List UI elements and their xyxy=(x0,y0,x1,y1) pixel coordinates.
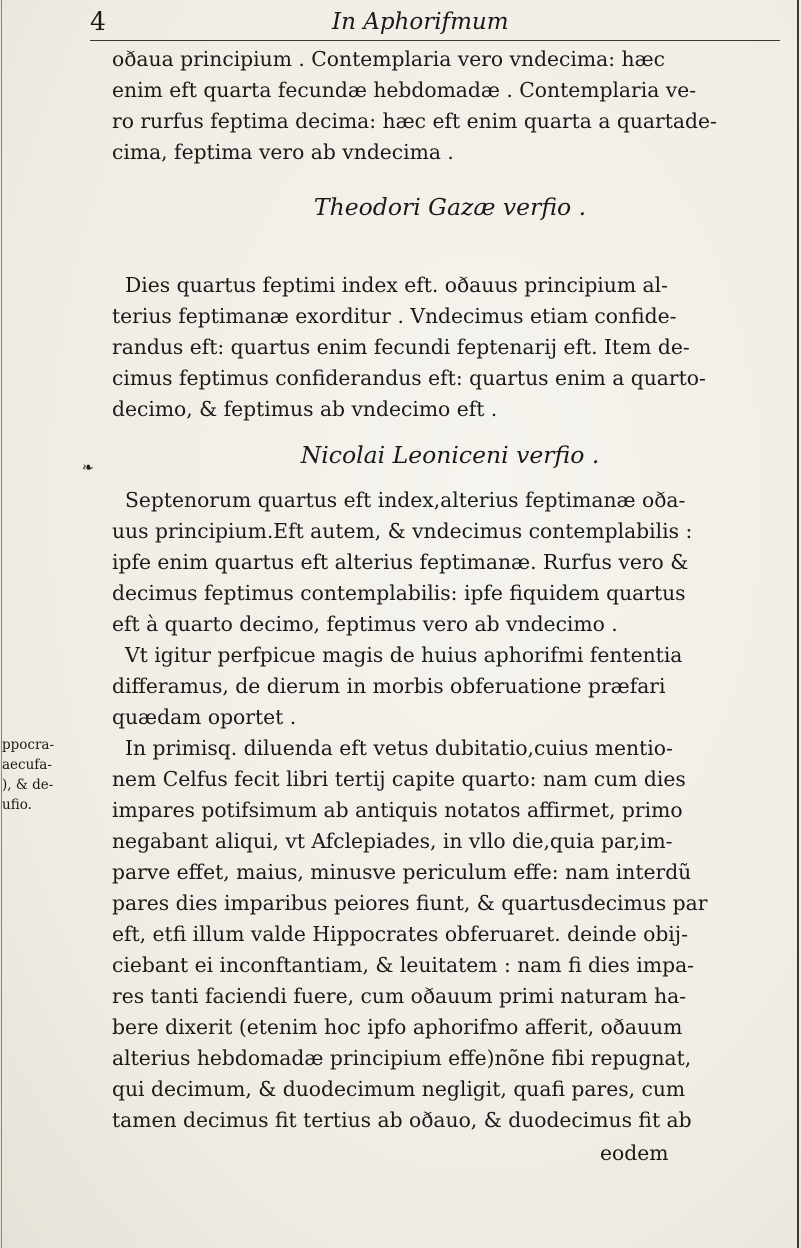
text-line: qui decimum, & duodecimum negligit, quafi pares, cum xyxy=(112,1077,686,1101)
text-line: eft, etfi illum valde Hippocrates obferuaret. deinde obij- xyxy=(112,922,688,946)
text-line: oðaua principium . Contemplaria vero vndecima: hæc xyxy=(112,47,665,71)
text-line: In primisq. diluenda eft vetus dubitatio,cuius mentio- xyxy=(125,736,673,760)
page-edge-right xyxy=(797,0,799,1248)
catchword-block xyxy=(600,1138,710,1169)
text-line: Dies quartus feptimi index eft. oðauus principium al- xyxy=(125,273,668,297)
text-line: bere dixerit (etenim hoc ipfo aphorifmo afferit, oðauum xyxy=(112,1015,683,1039)
text-line: Vt igitur perfpicue magis de huius aphorifmi fententia xyxy=(125,643,683,667)
margin-mark: ❧ xyxy=(82,460,94,476)
margin-note xyxy=(2,735,96,815)
margin-note-line: ufio. xyxy=(2,797,32,813)
text-line: tamen decimus fit tertius ab oðauo, & duodecimus fit ab xyxy=(112,1108,692,1132)
page-header xyxy=(90,4,780,41)
text-line: terius feptimanæ exorditur . Vndecimus etiam confide- xyxy=(112,304,677,328)
text-line: cima, feptima vero ab vndecima . xyxy=(112,140,454,164)
paragraph-4 xyxy=(112,640,788,733)
paragraph-2 xyxy=(112,270,788,425)
text-line: differamus, de dierum in morbis obferuatione præfari xyxy=(112,674,666,698)
text-line: negabant aliqui, vt Afclepiades, in vllo die,quia par,im- xyxy=(112,829,673,853)
text-line: res tanti faciendi fuere, cum oðauum primi naturam ha- xyxy=(112,984,687,1008)
text-line: decimo, & feptimus ab vndecimo eft . xyxy=(112,397,498,421)
text-line: eft à quarto decimo, feptimus vero ab vndecimo . xyxy=(112,612,618,636)
text-line: pares dies imparibus peiores fiunt, & quartusdecimus par xyxy=(112,891,708,915)
text-line: randus eft: quartus enim fecundi feptenarij eft. Item de- xyxy=(112,335,690,359)
paragraph-5 xyxy=(112,733,788,1136)
folio-number: 4 xyxy=(90,7,106,36)
text-line: cimus feptimus confiderandus eft: quartus enim a quarto- xyxy=(112,366,706,390)
text-line: quædam oportet . xyxy=(112,705,297,729)
text-line: uus principium.Eft autem, & vndecimus contemplabilis : xyxy=(112,519,693,543)
margin-note-line: ppocra- xyxy=(2,737,55,753)
text-line: ciebant ei inconftantiam, & leuitatem : nam fi dies impa- xyxy=(112,953,695,977)
text-line: alterius hebdomadæ principium effe)nõne fibi repugnat, xyxy=(112,1046,692,1070)
page-edge-left xyxy=(1,0,2,1248)
text-line: ro rurfus feptima decima: hæc eft enim quarta a quartade- xyxy=(112,109,717,133)
paragraph-3 xyxy=(112,485,788,640)
text-line: Septenorum quartus eft index,alterius feptimanæ oða- xyxy=(125,488,686,512)
text-line: decimus feptimus contemplabilis: ipfe fiquidem quartus xyxy=(112,581,686,605)
paragraph-1 xyxy=(112,44,788,168)
margin-note-line: aecufa- xyxy=(2,757,52,773)
heading-nicolai-leoniceni: Nicolai Leoniceni verfio . xyxy=(300,441,600,469)
margin-note-line: ), & de- xyxy=(2,777,54,793)
text-line: parve effet, maius, minusve periculum effe: nam interdũ xyxy=(112,860,692,884)
text-line: enim eft quarta fecundæ hebdomadæ . Contemplaria ve- xyxy=(112,78,697,102)
catchword: eodem xyxy=(600,1141,669,1165)
text-line: impares potifsimum ab antiquis notatos affirmet, primo xyxy=(112,798,683,822)
text-line: ipfe enim quartus eft alterius feptimanæ. Rurfus vero & xyxy=(112,550,689,574)
running-title: In Aphorifmum xyxy=(332,9,509,35)
heading-theodori-gaza: Theodori Gazæ verfio . xyxy=(313,193,587,221)
text-line: nem Celfus fecit libri tertij capite quarto: nam cum dies xyxy=(112,767,686,791)
